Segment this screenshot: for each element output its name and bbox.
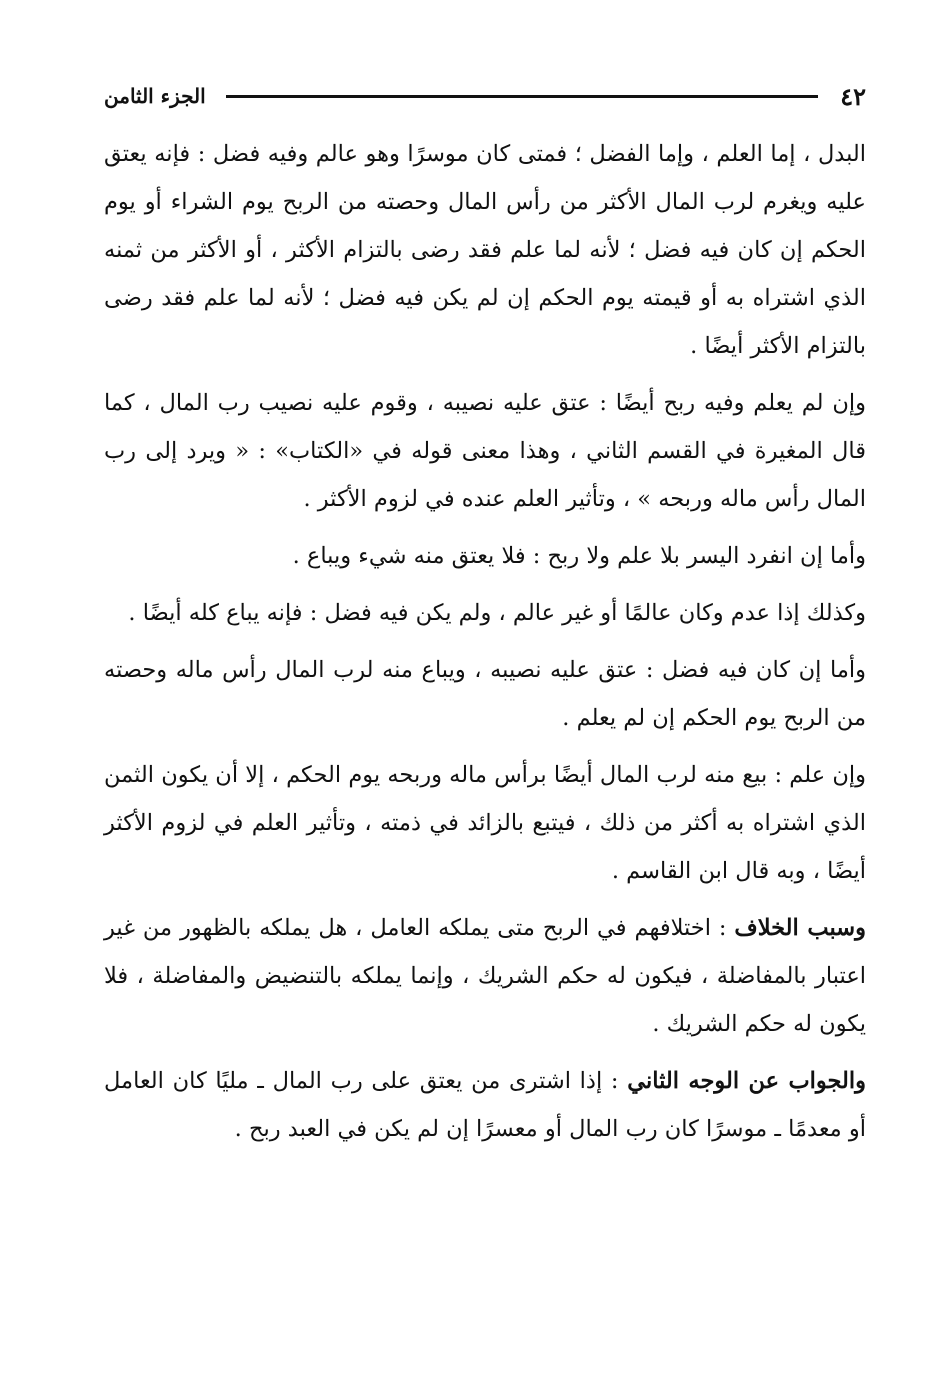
paragraph — [104, 130, 866, 370]
body-text — [104, 130, 866, 1153]
paragraph — [104, 589, 866, 637]
paragraph — [104, 532, 866, 580]
paragraph — [104, 904, 866, 1048]
paragraph-text: وإن لم يعلم وفيه ربح أيضًا : عتق عليه نصيبه ، وقوم عليه نصيب رب المال ، كما قال المغيرة في القسم الثاني ، وهذا معنى قوله في «الكتاب» : « ويرد إلى رب المال رأس ماله وربحه » ، وتأثير العلم عنده في لزوم الأكثر . — [104, 390, 866, 512]
paragraph — [104, 751, 866, 895]
header-rule — [226, 95, 819, 98]
paragraph — [104, 1057, 866, 1153]
paragraph-text: وإن علم : بيع منه لرب المال أيضًا برأس ماله وربحه يوم الحكم ، إلا أن يكون الثمن الذي اشتراه به أكثر من ذلك ، فيتبع بالزائد في ذمته ، وتأثير العلم في لزوم الأكثر أيضًا ، وبه قال ابن القاسم . — [104, 762, 866, 884]
paragraph — [104, 379, 866, 523]
page-number: ٤٢ — [840, 81, 866, 111]
paragraph-text: البدل ، إما العلم ، وإما الفضل ؛ فمتى كان موسرًا وهو عالم وفيه فضل : فإنه يعتق عليه ويغرم لرب المال الأكثر من رأس المال وحصته من الربح يوم الشراء أو يوم الحكم إن كان فيه فضل ؛ لأنه لما علم فقد رضى بالتزام الأكثر ، أو الأكثر من ثمنه الذي اشتراه به أو قيمته يوم الحكم إن لم يكن فيه فضل ؛ لأنه لما علم فقد رضى بالتزام الأكثر أيضًا . — [104, 141, 866, 359]
paragraph — [104, 646, 866, 742]
running-title: الجزء الثامن — [104, 84, 206, 108]
paragraph-lead: وسبب الخلاف — [734, 915, 866, 941]
paragraph-lead: والجواب عن الوجه الثاني — [627, 1068, 866, 1094]
book-page — [104, 76, 866, 1162]
page-header — [104, 76, 866, 116]
paragraph-text: : اختلافهم في الربح متى يملكه العامل ، هل يملكه بالظهور من غير اعتبار بالمفاضلة ، فيكون له حكم الشريك ، وإنما يملكه بالتنضيض والمفاضلة ، فلا يكون له حكم الشريك . — [104, 915, 866, 1037]
paragraph-text: وكذلك إذا عدم وكان عالمًا أو غير عالم ، ولم يكن فيه فضل : فإنه يباع كله أيضًا . — [128, 600, 866, 626]
paragraph-text: وأما إن كان فيه فضل : عتق عليه نصيبه ، ويباع منه لرب المال رأس ماله وحصته من الربح يوم الحكم إن لم يعلم . — [104, 657, 866, 731]
paragraph-text: : إذا اشترى من يعتق على رب المال ـ مليًا كان العامل أو معدمًا ـ موسرًا كان رب المال أو معسرًا إن لم يكن في العبد ربح . — [104, 1068, 866, 1142]
paragraph-text: وأما إن انفرد اليسر بلا علم ولا ربح : فلا يعتق منه شيء ويباع . — [292, 543, 866, 569]
